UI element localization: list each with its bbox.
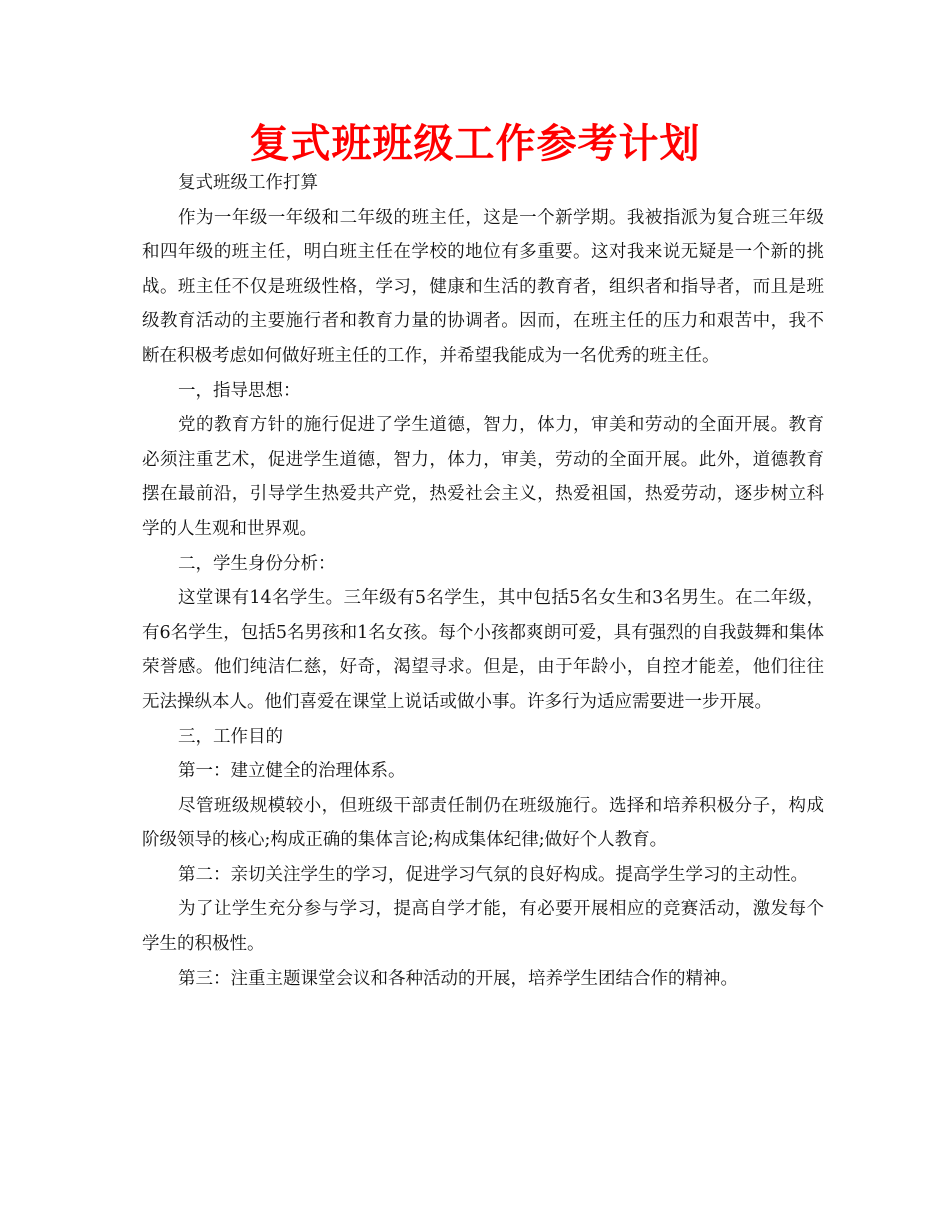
goal-third-heading: 第三：注重主题课堂会议和各种活动的开展，培养学生团结合作的精神。 bbox=[178, 968, 738, 989]
section-heading-work-goals: 三，工作目的 bbox=[178, 726, 283, 747]
paragraph-goal-first: 尽管班级规模较小，但班级干部责任制仍在班级施行。选择和培养积极分子，构成阶级领导的核心;构成正确的集体言论;构成集体纪律;做好个人教育。 bbox=[142, 795, 824, 851]
paragraph-goal-second: 为了让学生充分参与学习，提高自学才能，有必要开展相应的竞赛活动，激发每个学生的积极性。 bbox=[142, 899, 824, 955]
goal-first-heading: 第一：建立健全的治理体系。 bbox=[178, 761, 406, 782]
paragraph-guiding-thought: 党的教育方针的施行促进了学生道德，智力，体力，审美和劳动的全面开展。教育必须注重艺术，促进学生道德，智力，体力，审美，劳动的全面开展。此外，道德教育摆在最前沿，引导学生热爱共产党，热爱社会主义，热爱祖国，热爱劳动，逐步树立科学的人生观和世界观。 bbox=[142, 415, 824, 539]
section-heading-student-analysis: 二，学生身份分析： bbox=[178, 553, 336, 574]
paragraph-subtitle: 复式班级工作打算 bbox=[178, 173, 318, 193]
document-title: 复式班班级工作参考计划 bbox=[249, 121, 701, 167]
document-body bbox=[142, 166, 824, 996]
paragraph-intro: 作为一年级一年级和二年级的班主任，这是一个新学期。我被指派为复合班三年级和四年级的班主任，明白班主任在学校的地位有多重要。这对我来说无疑是一个新的挑战。班主任不仅是班级性格，学习，健康和生活的教育者，组织者和指导者，而且是班级教育活动的主要施行者和教育力量的协调者。因而，在班主任的压力和艰苦中，我不断在积极考虑如何做好班主任的工作，并希望我能成为一名优秀的班主任。 bbox=[142, 207, 824, 366]
section-heading-guiding-thought: 一，指导思想： bbox=[178, 380, 301, 401]
paragraph-student-analysis: 这堂课有14名学生。三年级有5名学生，其中包括5名女生和3名男生。在二年级，有6名学生，包括5名男孩和1名女孩。每个小孩都爽朗可爱，具有强烈的自我鼓舞和集体荣誉感。他们纯洁仁慈，好奇，渴望寻求。但是，由于年龄小，自控才能差，他们往往无法操纵本人。他们喜爱在课堂上说话或做小事。许多行为适应需要进一步开展。 bbox=[142, 588, 824, 712]
goal-second-heading: 第二：亲切关注学生的学习，促进学习气氛的良好构成。提高学生学习的主动性。 bbox=[178, 864, 808, 885]
